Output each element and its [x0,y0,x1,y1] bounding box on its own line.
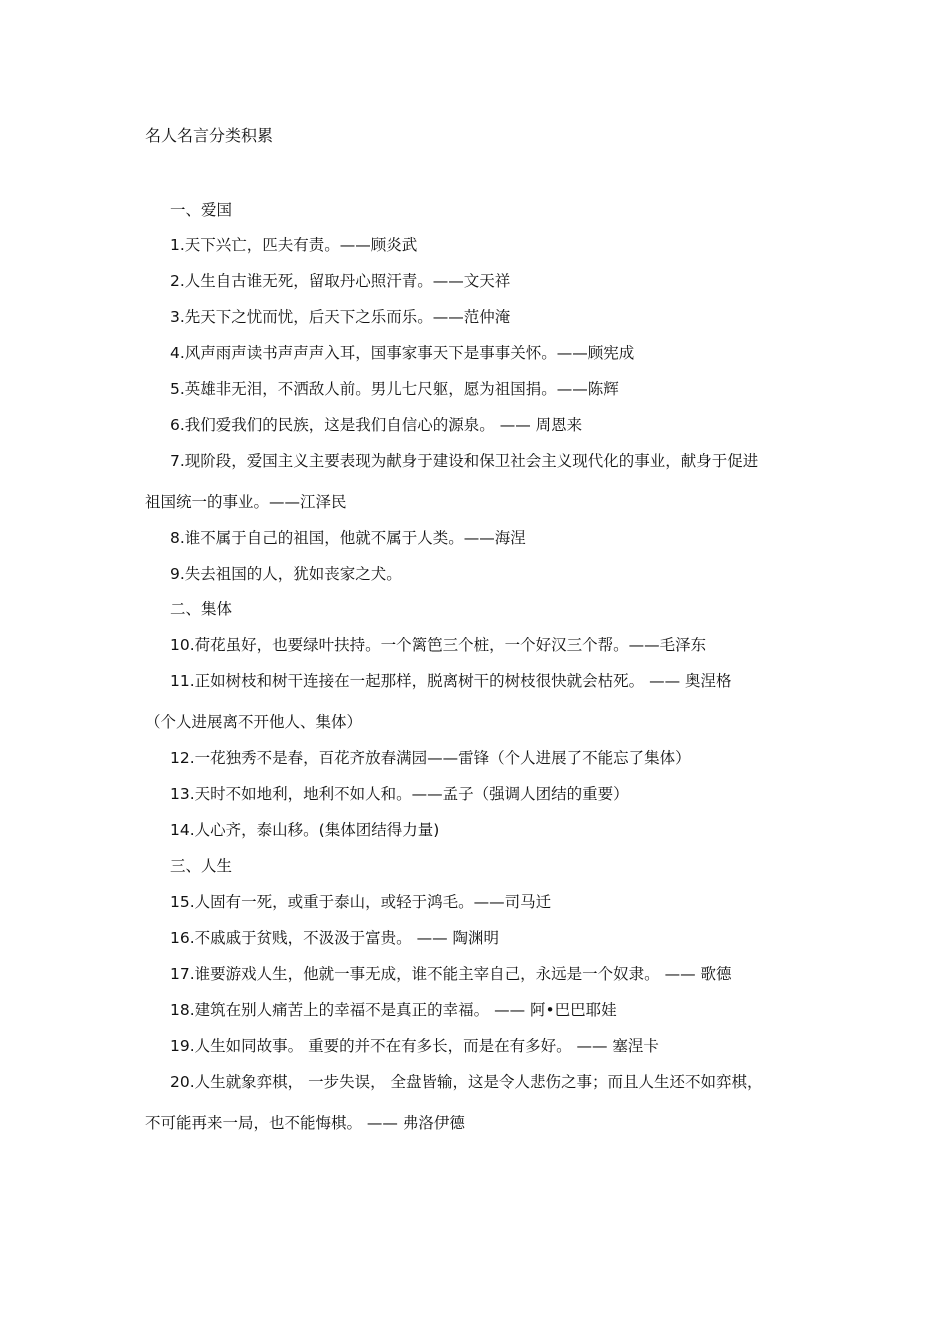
quote-item-first-line: 20.人生就象弈棋， 一步失误， 全盘皆输，这是令人悲伤之事；而且人生还不如弈棋， [170,1073,763,1091]
quote-item: 13.天时不如地利，地利不如人和。——孟子（强调人团结的重要） [170,785,629,803]
quote-item: 14.人心齐，泰山移。(集体团结得力量) [170,821,440,839]
document-title: 名人名言分类积累 [145,126,274,145]
quote-item: 5.英雄非无泪，不洒敌人前。男儿七尺躯，愿为祖国捐。——陈辉 [170,380,619,398]
quote-item: 16.不戚戚于贫贱，不汲汲于富贵。 —— 陶渊明 [170,929,500,947]
quote-item: 12.一花独秀不是春，百花齐放春满园——雷锋（个人进展了不能忘了集体） [170,749,691,767]
quote-item: 18.建筑在别人痛苦上的幸福不是真正的幸福。 —— 阿•巴巴耶娃 [170,1001,617,1019]
quote-item: 2.人生自古谁无死，留取丹心照汗青。——文天祥 [170,272,511,290]
quote-item: 4.风声雨声读书声声声入耳，国事家事天下是事事关怀。——顾宪成 [170,344,635,362]
quote-item: 8.谁不属于自己的祖国，他就不属于人类。——海涅 [170,529,526,547]
quote-item-first-line: 7.现阶段，爱国主义主要表现为献身于建设和保卫社会主义现代化的事业，献身于促进 [170,452,759,470]
section-heading-life: 三、人生 [170,857,233,875]
quote-item: 3.先天下之忧而忧，后天下之乐而乐。——范仲淹 [170,308,511,326]
quote-item: 19.人生如同故事。 重要的并不在有多长，而是在有多好。 —— 塞涅卡 [170,1037,659,1055]
quote-item-continuation: 不可能再来一局，也不能悔棋。 —— 弗洛伊德 [145,1114,465,1132]
quote-item: 17.谁要游戏人生，他就一事无成，谁不能主宰自己，永远是一个奴隶。 —— 歌德 [170,965,732,983]
quote-item: 15.人固有一死，或重于泰山，或轻于鸿毛。——司马迁 [170,893,552,911]
quote-item: 10.荷花虽好，也要绿叶扶持。一个篱笆三个桩，一个好汉三个帮。——毛泽东 [170,636,707,654]
quote-item-continuation: 祖国统一的事业。——江泽民 [145,493,347,511]
quote-item: 1.天下兴亡，匹夫有责。——顾炎武 [170,236,418,254]
quote-item-first-line: 11.正如树枝和树干连接在一起那样，脱离树干的树枝很快就会枯死。 —— 奥涅格 [170,672,732,690]
quote-item-continuation: （个人进展离不开他人、集体） [145,713,363,731]
quote-item: 9.失去祖国的人，犹如丧家之犬。 [170,565,402,583]
quote-item: 6.我们爱我们的民族，这是我们自信心的源泉。 —— 周恩来 [170,416,583,434]
section-heading-patriotism: 一、爱国 [170,201,233,219]
section-heading-collective: 二、集体 [170,600,233,618]
